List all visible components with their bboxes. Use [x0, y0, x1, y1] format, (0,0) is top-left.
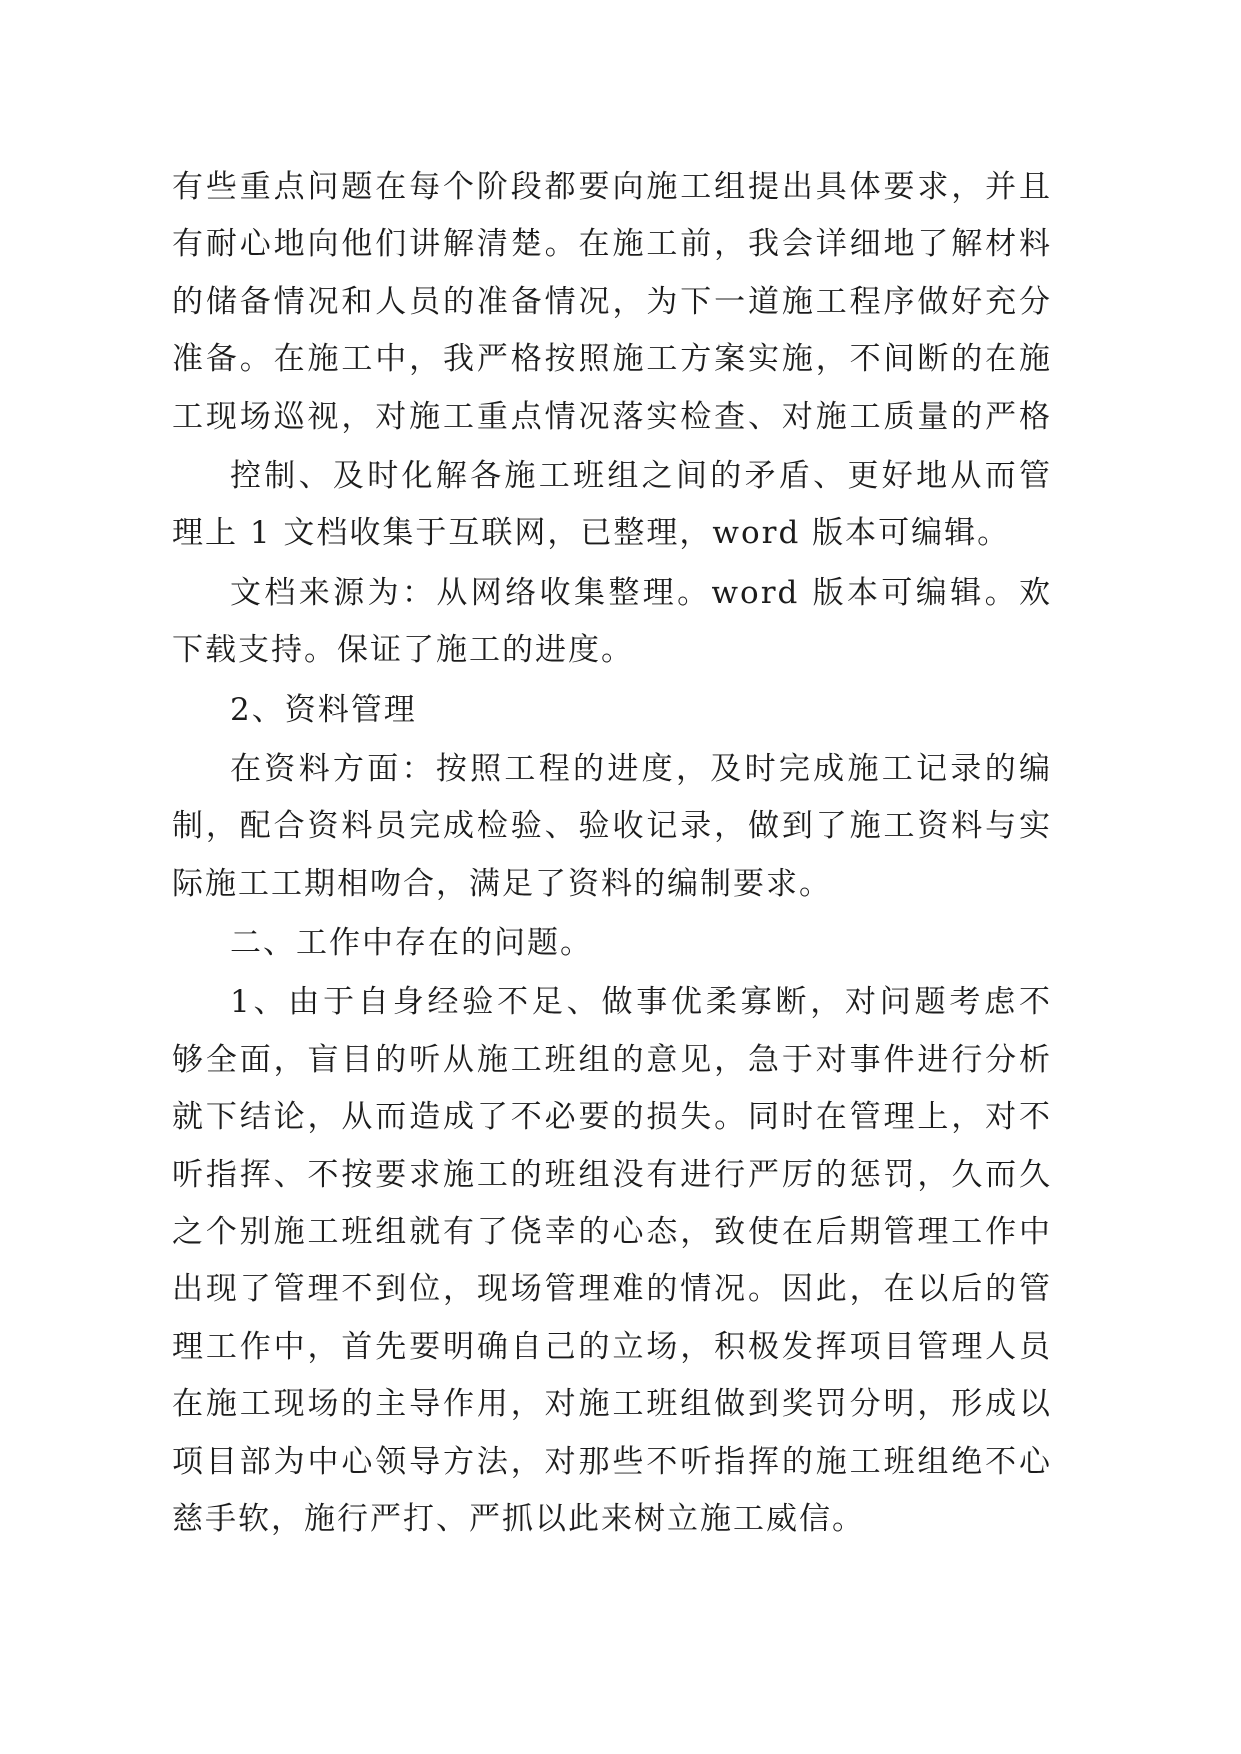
text-line: 在施工现场的主导作用，对施工班组做到奖罚分明，形成以 [172, 1386, 1052, 1423]
text-line: 慈手软，施行严打、严抓以此来树立施工威信。 [172, 1500, 865, 1537]
section-heading [172, 915, 1052, 972]
text-line: 出现了管理不到位，现场管理难的情况。因此，在以后的管 [172, 1271, 1052, 1308]
section-heading [172, 682, 1052, 739]
text-line: 文档来源为：从网络收集整理。word 版本可编辑。欢 [230, 574, 1052, 611]
document-body [172, 159, 1052, 1548]
text-line: 的储备情况和人员的准备情况，为下一道施工程序做好充分 [172, 283, 1052, 320]
text-line: 理上 1 文档收集于互联网，已整理，word 版本可编辑。 [172, 515, 1011, 552]
paragraph [172, 741, 1052, 913]
text-line: 制，配合资料员完成检验、验收记录，做到了施工资料与实 [172, 808, 1052, 845]
text-line: 际施工工期相吻合，满足了资料的编制要求。 [172, 865, 832, 902]
paragraph [172, 974, 1052, 1548]
text-line: 就下结论，从而造成了不必要的损失。同时在管理上，对不 [172, 1099, 1052, 1136]
text-line: 准备。在施工中，我严格按照施工方案实施，不间断的在施 [172, 341, 1052, 378]
text-line: 够全面，盲目的听从施工班组的意见，急于对事件进行分析 [172, 1041, 1052, 1078]
text-line: 之个别施工班组就有了侥幸的心态，致使在后期管理工作中 [172, 1214, 1052, 1251]
text-line: 控制、及时化解各施工班组之间的矛盾、更好地从而管 [230, 457, 1052, 494]
text-line: 下载支持。保证了施工的进度。 [172, 632, 634, 669]
text-line: 有些重点问题在每个阶段都要向施工组提出具体要求，并且 [172, 169, 1052, 205]
paragraph [172, 565, 1052, 680]
text-line: 在资料方面：按照工程的进度，及时完成施工记录的编 [230, 750, 1052, 787]
text-line: 有耐心地向他们讲解清楚。在施工前，我会详细地了解材料 [172, 226, 1052, 263]
text-line: 二、工作中存在的问题。 [230, 925, 593, 962]
text-line: 2、资料管理 [230, 691, 417, 728]
text-line: 听指挥、不按要求施工的班组没有进行严厉的惩罚，久而久 [172, 1156, 1052, 1193]
text-line: 项目部为中心领导方法，对那些不听指挥的施工班组绝不心 [172, 1443, 1052, 1480]
paragraph-continued [172, 159, 1052, 446]
text-line: 1、由于自身经验不足、做事优柔寡断，对问题考虑不 [230, 984, 1052, 1021]
paragraph [172, 448, 1052, 563]
text-line: 理工作中，首先要明确自己的立场，积极发挥项目管理人员 [172, 1328, 1052, 1365]
text-line: 工现场巡视，对施工重点情况落实检查、对施工质量的严格 [172, 398, 1052, 435]
